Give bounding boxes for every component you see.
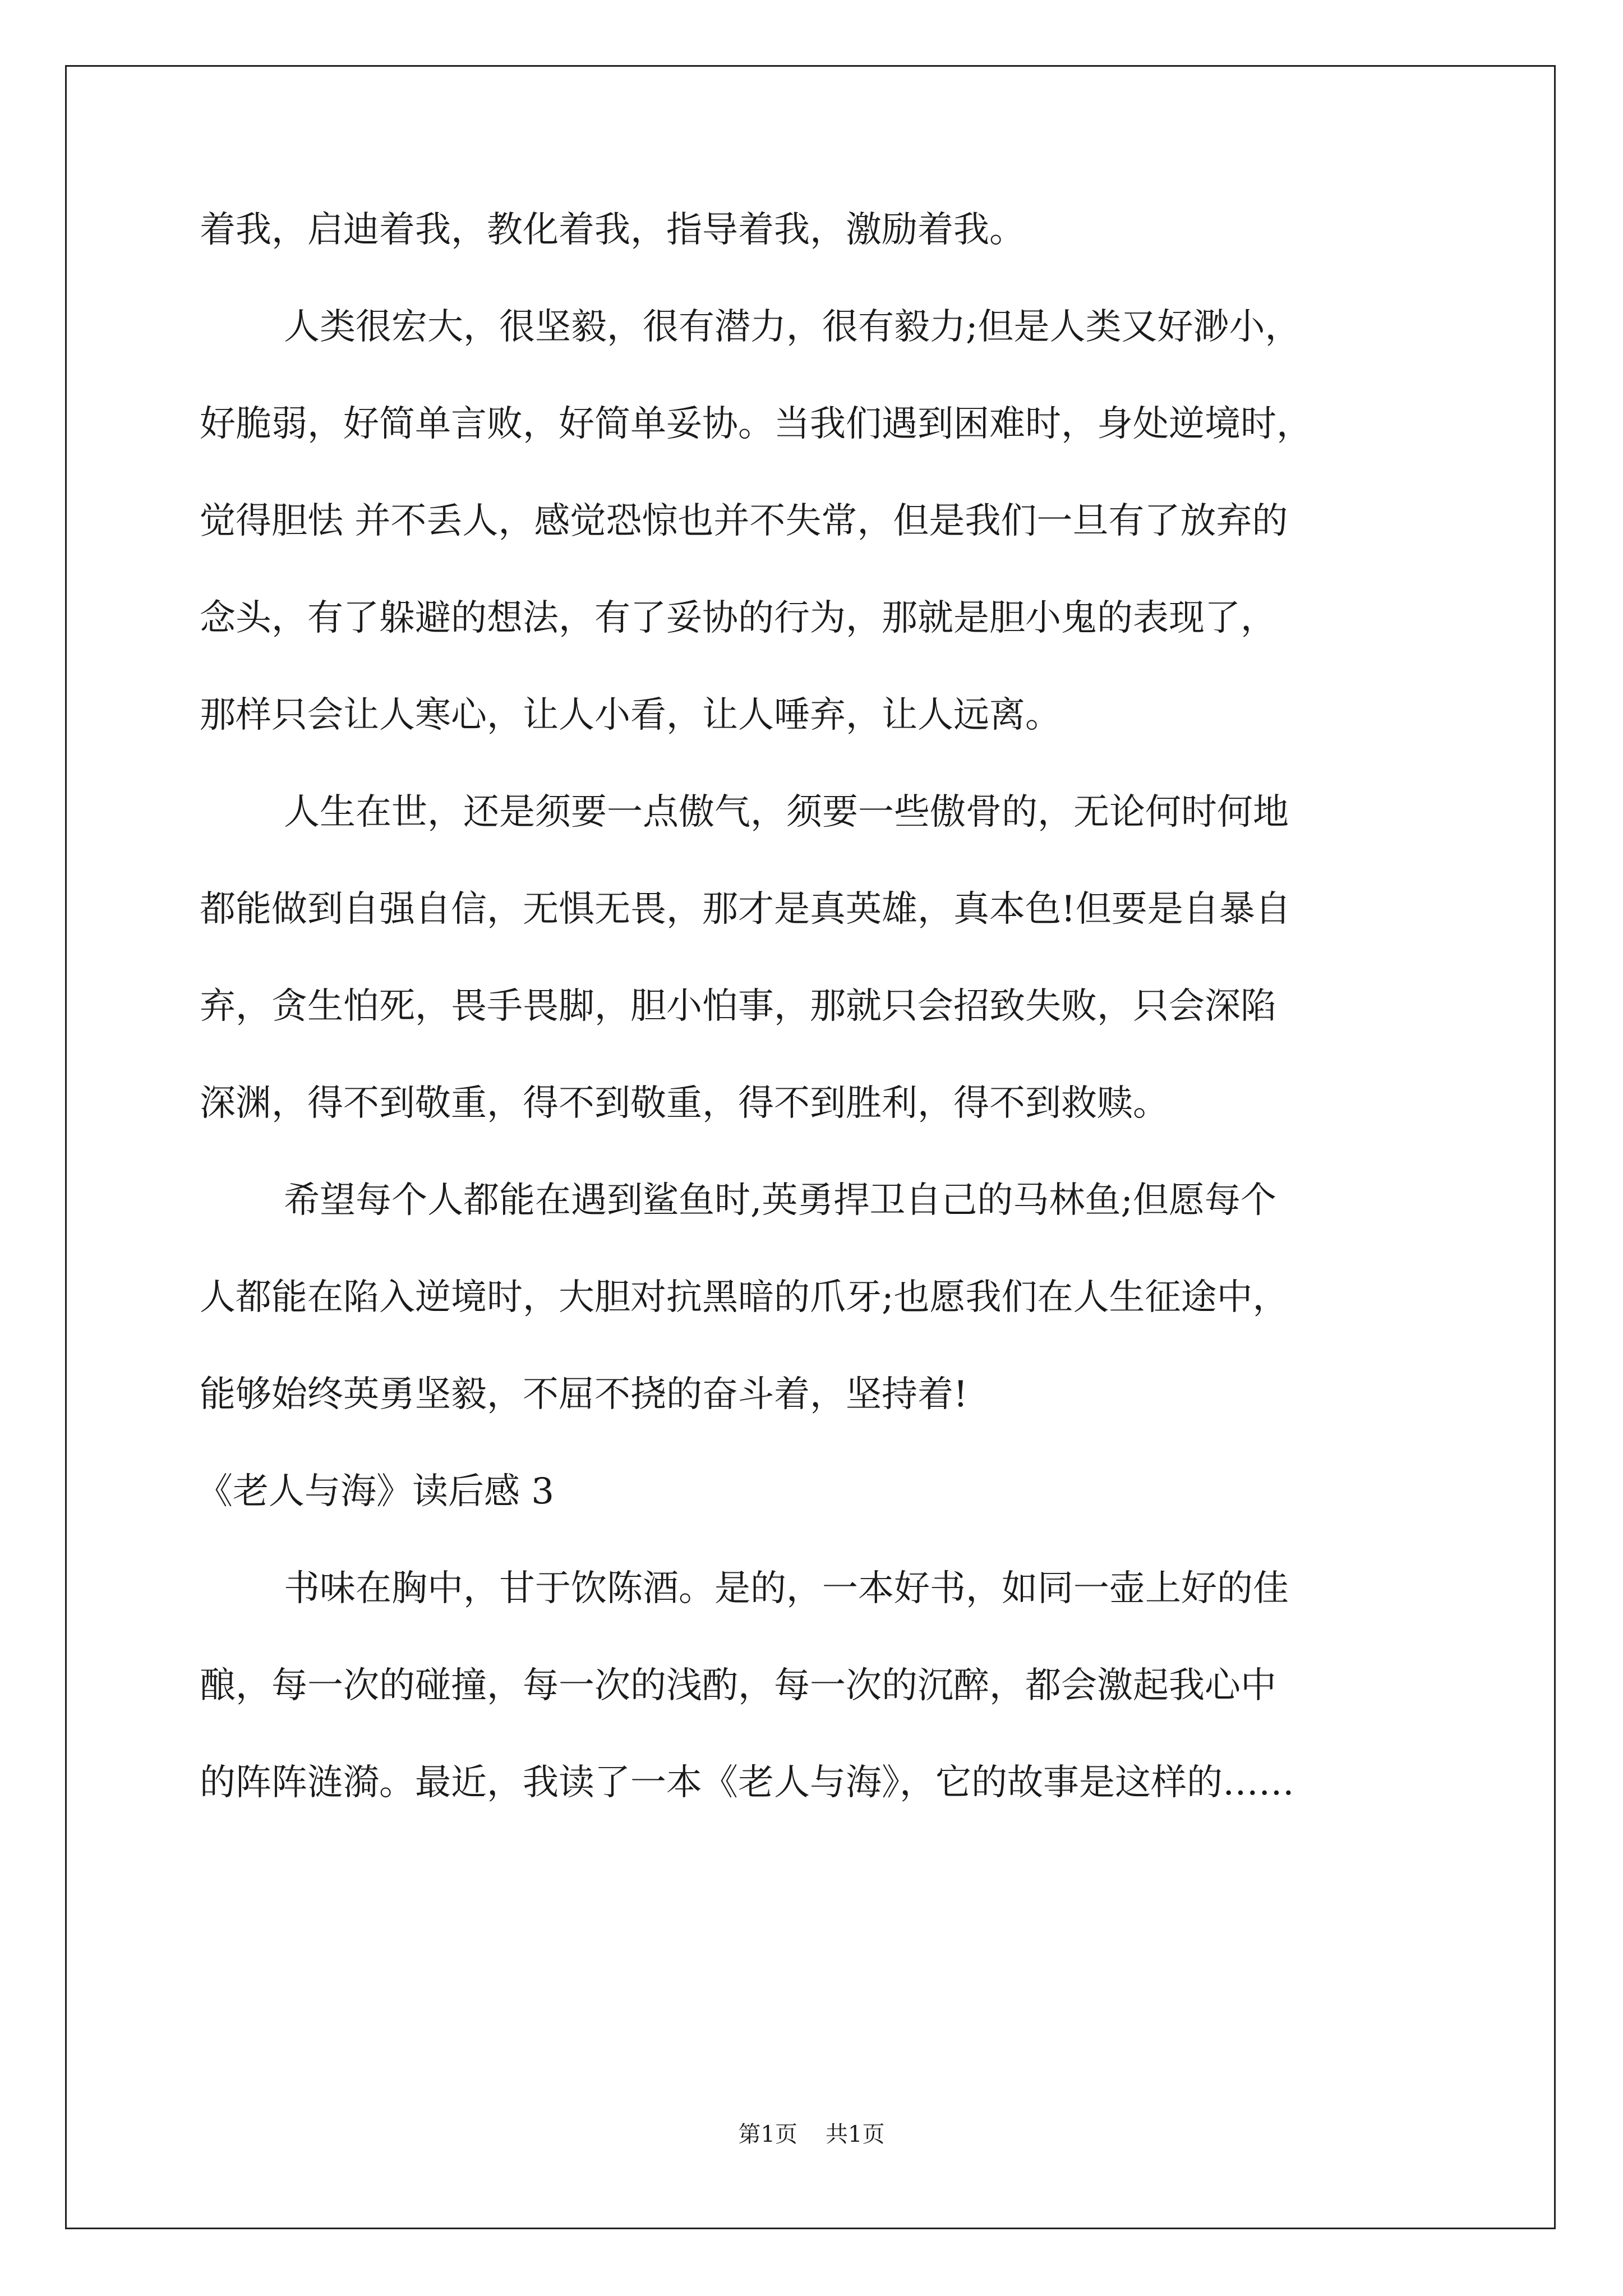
paragraph-start: 书味在胸中，甘于饮陈酒。是的，一本好书，如同一壶上好的佳 [284, 1568, 1289, 1609]
page-total: 共1页 [826, 2122, 885, 2147]
text-line: 能够始终英勇坚毅，不屈不挠的奋斗着，坚持着! [200, 1374, 968, 1415]
text-line: 人都能在陷入逆境时，大胆对抗黑暗的爪牙;也愿我们在人生征途中， [200, 1277, 1289, 1318]
paragraph-start: 人类很宏大，很坚毅，很有潜力，很有毅力;但是人类又好渺小， [284, 306, 1301, 348]
text-line: 觉得胆怯 并不丢人，感觉恐惊也并不失常，但是我们一旦有了放弃的 [200, 500, 1288, 542]
text-line: 深渊，得不到敬重，得不到敬重，得不到胜利，得不到救赎。 [200, 1083, 1169, 1124]
text-line: 那样只会让人寒心，让人小看，让人唾弃，让人远离。 [200, 694, 1061, 736]
page-number: 第1页 [738, 2122, 797, 2147]
page-border [65, 65, 1556, 2229]
section-heading: 《老人与海》读后感 3 [197, 1471, 555, 1512]
page-footer [0, 2118, 1623, 2151]
text-line: 的阵阵涟漪。最近，我读了一本《老人与海》，它的故事是这样的…… [200, 1762, 1294, 1803]
text-line: 弃，贪生怕死，畏手畏脚，胆小怕事，那就只会招致失败，只会深陷 [200, 986, 1276, 1027]
text-line: 都能做到自强自信，无惧无畏，那才是真英雄，真本色!但要是自暴自 [200, 889, 1291, 930]
paragraph-start: 人生在世，还是须要一点傲气，须要一些傲骨的，无论何时何地 [284, 792, 1289, 833]
paragraph-start: 希望每个人都能在遇到鲨鱼时,英勇捍卫自己的马林鱼;但愿每个 [284, 1180, 1276, 1221]
text-line: 好脆弱，好简单言败，好简单妥协。当我们遇到困难时，身处逆境时， [200, 403, 1312, 445]
text-line: 酿，每一次的碰撞，每一次的浅酌，每一次的沉醉，都会激起我心中 [200, 1665, 1276, 1706]
text-line: 着我，启迪着我，教化着我，指导着我，激励着我。 [200, 209, 1025, 251]
text-line: 念头，有了躲避的想法，有了妥协的行为，那就是胆小鬼的表现了， [200, 597, 1276, 639]
